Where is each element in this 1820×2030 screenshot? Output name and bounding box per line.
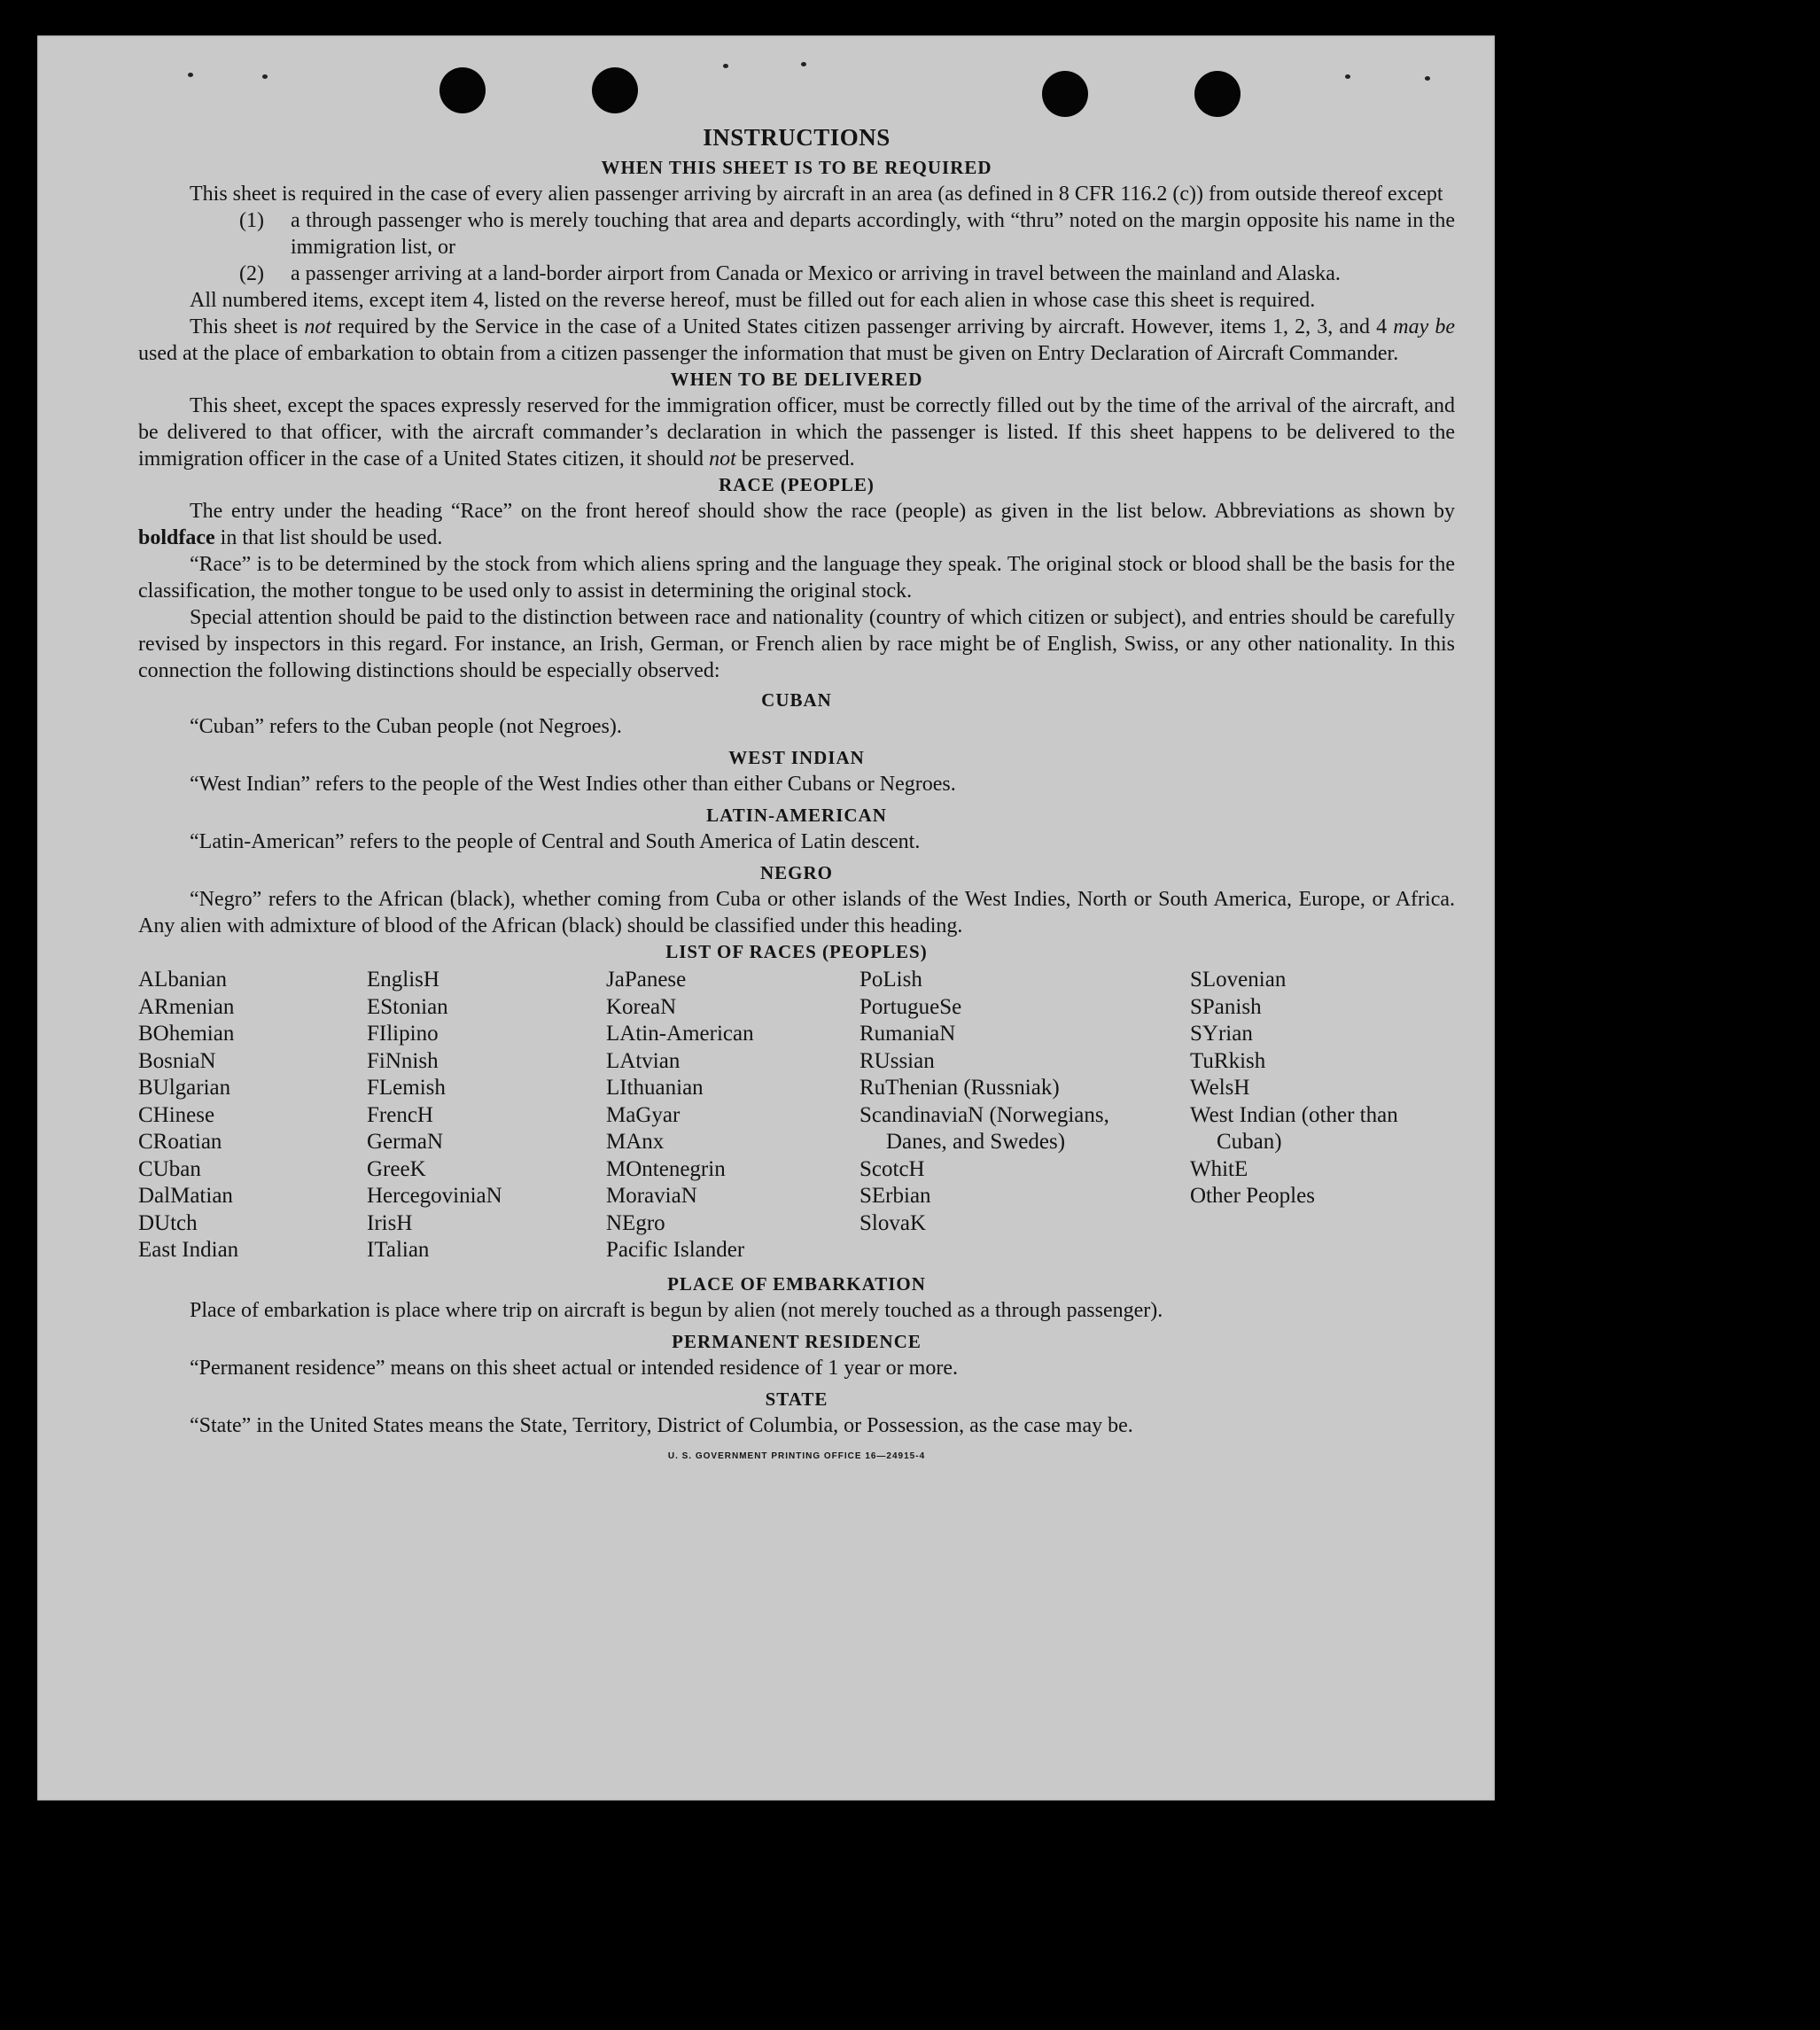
text-run: be preserved. <box>735 447 855 471</box>
race-entry: CUban <box>138 1156 201 1181</box>
item-text: a through passenger who is merely touching that area and departs accordingly, with “thru” noted on the margin opposite his name in the immigration list, or <box>291 209 1455 259</box>
race-entry: BUlgarian <box>138 1076 231 1100</box>
speck <box>801 62 806 66</box>
paragraph <box>138 314 1455 367</box>
bold-text: boldface <box>138 526 215 549</box>
paragraph: “Race” is to be determined by the stock from which aliens spring and the language they speak. The original stock or blood shall be the basis for the classification, the mother tongue to be used only to assist in determining the original stock. <box>138 553 1455 603</box>
section-heading: PLACE OF EMBARKATION <box>667 1272 926 1295</box>
race-entry: RUssian <box>859 1048 935 1073</box>
section-heading: RACE (PEOPLE) <box>719 474 875 495</box>
emphasis: not <box>304 315 332 338</box>
race-entry: MoraviaN <box>606 1184 697 1208</box>
race-entry: CHinese <box>138 1102 215 1127</box>
race-entry: GreeK <box>367 1156 426 1181</box>
race-entry: FLemish <box>367 1076 446 1100</box>
race-entry: EnglisH <box>367 968 439 992</box>
race-entry: LAtin-American <box>606 1022 754 1046</box>
paragraph: “Negro” refers to the African (black), whether coming from Cuba or other islands of the West Indies, North or South America, Europe, or Africa. Any alien with admixture of blood of the African (black) should be classified under this heading. <box>138 888 1455 937</box>
race-list <box>138 967 1455 1264</box>
emphasis: may be <box>1393 315 1455 338</box>
race-entry: ScotcH <box>859 1156 925 1181</box>
section-heading: LATIN-AMERICAN <box>706 805 887 826</box>
race-entry: SLovenian <box>1190 968 1287 992</box>
race-entry: Other Peoples <box>1190 1184 1315 1208</box>
race-entry: EStonian <box>367 994 448 1019</box>
race-entry: GermaN <box>367 1130 444 1154</box>
speck <box>1425 76 1430 81</box>
race-entry: RuThenian (Russniak) <box>859 1076 1060 1100</box>
race-entry: BOhemian <box>138 1022 235 1046</box>
section-heading: CUBAN <box>761 689 832 711</box>
list-item <box>138 261 1455 287</box>
text-run: used at the place of embarkation to obtain from a citizen passenger the information that must be given on Entry Declaration of Aircraft Commander. <box>138 342 1399 365</box>
race-entry: DalMatian <box>138 1184 233 1208</box>
race-entry: ARmenian <box>138 994 235 1019</box>
paragraph: “Permanent residence” means on this sheet actual or intended residence of 1 year or more. <box>190 1356 958 1380</box>
speck <box>1345 74 1350 79</box>
page-title: INSTRUCTIONS <box>703 124 891 151</box>
race-entry: WelsH <box>1190 1076 1250 1100</box>
paragraph: This sheet is required in the case of every alien passenger arriving by aircraft in an area (as defined in 8 CFR 116.2 (c)) from outside thereof except <box>190 183 1443 206</box>
paragraph: “West Indian” refers to the people of the West Indies other than either Cubans or Negroes. <box>190 773 956 796</box>
section-heading: WEST INDIAN <box>728 747 865 768</box>
race-entry: PoLish <box>859 968 922 992</box>
race-entry: LAtvian <box>606 1048 681 1073</box>
race-entry: SPanish <box>1190 994 1262 1019</box>
speck <box>723 64 728 68</box>
race-entry: SlovaK <box>859 1210 926 1235</box>
race-entry: FrencH <box>367 1102 433 1127</box>
race-entry: SYrian <box>1190 1022 1253 1046</box>
punch-hole <box>1042 71 1088 117</box>
document-sheet <box>37 35 1495 1801</box>
race-column <box>367 967 606 1264</box>
paragraph <box>138 393 1455 472</box>
punch-hole <box>439 67 486 113</box>
race-column <box>859 967 1121 1264</box>
section-heading: PERMANENT RESIDENCE <box>672 1330 922 1352</box>
paragraph: Place of embarkation is place where trip on aircraft is begun by alien (not merely touched as a through passenger). <box>190 1298 1163 1322</box>
speck <box>188 73 193 77</box>
race-entry: HercegoviniaN <box>367 1184 502 1208</box>
text-run: in that list should be used. <box>214 526 443 549</box>
race-entry: NEgro <box>606 1210 665 1235</box>
race-entry: BosniaN <box>138 1048 216 1073</box>
race-column <box>606 967 859 1264</box>
race-entry: CRoatian <box>138 1130 222 1154</box>
race-entry: IrisH <box>367 1210 413 1235</box>
instructions-content <box>138 124 1455 1461</box>
race-entry: DUtch <box>138 1210 198 1235</box>
race-entry: FIlipino <box>367 1022 439 1046</box>
race-entry: FiNnish <box>367 1048 439 1073</box>
race-entry: WhitE <box>1190 1156 1248 1181</box>
item-number: (2) <box>239 262 264 285</box>
race-column <box>138 967 367 1264</box>
item-number: (1) <box>239 209 264 232</box>
paragraph: “Latin-American” refers to the people of Central and South America of Latin descent. <box>190 830 921 853</box>
race-entry: MAnx <box>606 1130 665 1154</box>
printing-office-footer: U. S. GOVERNMENT PRINTING OFFICE 16—24915-4 <box>667 1451 926 1461</box>
race-entry: Pacific Islander <box>606 1238 745 1262</box>
race-entry: MaGyar <box>606 1102 681 1127</box>
paragraph <box>138 498 1455 551</box>
speck <box>262 74 268 79</box>
text-run: The entry under the heading “Race” on the front hereof should show the race (people) as given in the list below. Abbreviations as shown by <box>190 500 1455 523</box>
section-heading: STATE <box>765 1388 828 1410</box>
paragraph: Special attention should be paid to the distinction between race and nationality (country of which citizen or subject), and entries should be carefully revised by inspectors in this regard. For instance, an Irish, German, or French alien by race might be of English, Swiss, or any other nationality. In this connection the following distinctions should be especially observed: <box>138 606 1455 682</box>
punch-hole <box>592 67 638 113</box>
race-entry: PortugueSe <box>859 994 962 1019</box>
race-entry: KoreaN <box>606 994 677 1019</box>
race-entry: ScandinaviaN (Norwegians, Danes, and Swedes) <box>859 1102 1109 1154</box>
race-column <box>1190 967 1427 1264</box>
race-entry: ITalian <box>367 1238 430 1262</box>
race-entry: ALbanian <box>138 968 227 992</box>
list-item <box>138 207 1455 261</box>
paragraph: “Cuban” refers to the Cuban people (not Negroes). <box>190 715 622 738</box>
text-run: This sheet, except the spaces expressly reserved for the immigration officer, must be correctly filled out by the time of the arrival of the aircraft, and be delivered to that officer, with the aircraft commander’s declaration in which the passenger is listed. If this sheet happens to be delivered to the immigration officer in the case of a United States citizen, it should <box>138 394 1455 471</box>
paragraph: All numbered items, except item 4, listed on the reverse hereof, must be filled out for each alien in whose case this sheet is required. <box>190 289 1316 312</box>
section-heading: NEGRO <box>759 862 833 883</box>
paragraph: “State” in the United States means the State, Territory, District of Columbia, or Possession, as the case may be. <box>190 1413 1133 1437</box>
race-entry: East Indian <box>138 1238 239 1262</box>
section-heading: LIST OF RACES (PEOPLES) <box>665 941 928 962</box>
emphasis: not <box>709 447 736 471</box>
race-entry: LIthuanian <box>606 1076 704 1100</box>
punch-hole <box>1194 71 1241 117</box>
text-run: required by the Service in the case of a United States citizen passenger arriving by aircraft. However, items 1, 2, 3, and 4 <box>331 315 1394 338</box>
section-heading: WHEN TO BE DELIVERED <box>670 369 923 390</box>
text-run: This sheet is <box>190 315 305 338</box>
race-entry: West Indian (other than Cuban) <box>1190 1102 1398 1154</box>
race-entry: TuRkish <box>1190 1048 1266 1073</box>
race-entry: RumaniaN <box>859 1022 956 1046</box>
section-heading: WHEN THIS SHEET IS TO BE REQUIRED <box>601 157 992 178</box>
race-entry: JaPanese <box>606 968 687 992</box>
item-text: a passenger arriving at a land-border airport from Canada or Mexico or arriving in travel between the mainland and Alaska. <box>291 262 1341 285</box>
race-entry: MOntenegrin <box>606 1156 726 1181</box>
race-entry: SErbian <box>859 1184 931 1208</box>
